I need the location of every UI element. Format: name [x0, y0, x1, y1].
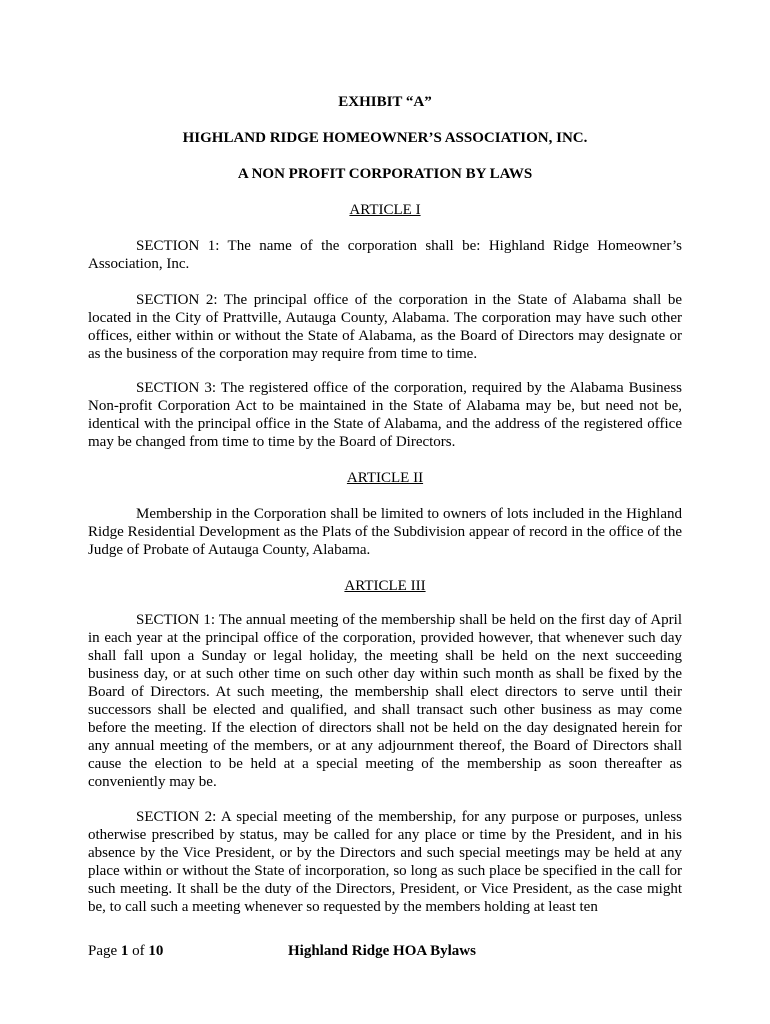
footer-title: Highland Ridge HOA Bylaws [288, 943, 476, 959]
article-2-heading: ARTICLE II [346, 470, 424, 486]
document-subtitle: A NON PROFIT CORPORATION BY LAWS [237, 166, 533, 182]
page-total: 10 [148, 943, 164, 959]
page-number [88, 942, 163, 960]
page-current: 1 [120, 943, 129, 959]
article-1-section-1: SECTION 1: The name of the corporation shall be: Highland Ridge Homeowner’s Association, Inc. [88, 238, 682, 272]
article-3-section-2: SECTION 2: A special meeting of the membership, for any purpose or purposes, unless otherwise prescribed by status, may be called for any place or time by the President, and in his absence by the Vice President, or by the Directors and such special meetings may be held at any place within or without the State of incorporation, so long as such place be specified in the call for such meeting. It shall be the duty of the Directors, President, or Vice President, as the case might be, to call such a meeting whenever so requested by the members holding at least ten [88, 809, 682, 915]
exhibit-title: EXHIBIT “A” [338, 94, 432, 110]
article-1-section-2: SECTION 2: The principal office of the corporation in the State of Alabama shall be located in the City of Prattville, Autauga County, Alabama. The corporation may have such other offices, either within or without the State of Alabama, as the Board of Directors may designate or as the business of the corporation may require from time to time. [88, 292, 682, 362]
page-of-label: of [132, 943, 145, 959]
page-label: Page [88, 943, 118, 959]
article-2-body: Membership in the Corporation shall be limited to owners of lots included in the Highland Ridge Residential Development as the Plats of the Subdivision appear of record in the office of the Judge of Probate of Autauga County, Alabama. [88, 506, 682, 558]
article-1-section-3: SECTION 3: The registered office of the corporation, required by the Alabama Business Non-profit Corporation Act to be maintained in the State of Alabama may be, but need not be, identical with the principal office in the State of Alabama, and the address of the registered office may be changed from time to time by the Board of Directors. [88, 380, 682, 450]
article-3-section-1: SECTION 1: The annual meeting of the membership shall be held on the first day of April in each year at the principal office of the corporation, provided however, that whenever such day shall fall upon a Sunday or legal holiday, the meeting shall be held on the next succeeding business day, or at such other time on such other day within such month as shall be fixed by the Board of Directors. At such meeting, the membership shall elect directors to serve until their successors shall be elected and qualified, and shall transact such other business as may come before the meeting. If the election of directors shall not be held on the day designated herein for any annual meeting of the members, or at any adjournment thereof, the Board of Directors shall cause the election to be held at a special meeting of the membership as soon thereafter as conveniently may be. [88, 612, 682, 790]
article-3-heading: ARTICLE III [344, 578, 426, 594]
article-1-heading: ARTICLE I [349, 202, 421, 218]
association-title: HIGHLAND RIDGE HOMEOWNER’S ASSOCIATION, INC. [182, 130, 588, 146]
